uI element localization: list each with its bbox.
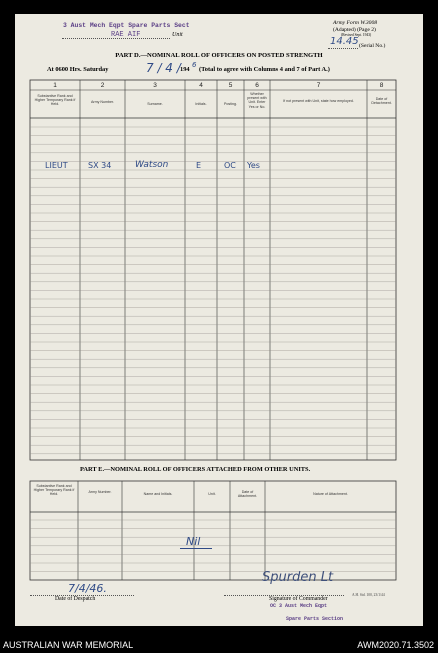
revised-label: (Revised Sept. 1943) <box>341 33 372 37</box>
header-detachment: Date of Detachment. <box>371 97 392 106</box>
part-e-nil: Nil <box>186 535 201 548</box>
despatch-label: Date of Despatch <box>55 596 96 602</box>
report-date: 7 / 4 / <box>146 61 181 75</box>
commander-stamp-line2: Spare Parts Section <box>286 616 344 622</box>
e-header-rank: Substantive Rank and Higher Temporary Rank if Held. <box>33 484 75 497</box>
commander-label: Signature of Commander <box>269 596 328 602</box>
print-code: A.H. Std. 100, 23/1/44 <box>352 593 385 597</box>
army-form-label: Army Form W.3008 <box>333 20 378 26</box>
e-header-army-number: Army Number. <box>88 490 112 494</box>
e-header-unit: Unit. <box>208 492 216 496</box>
commander-stamp-line1: OC 3 Aust Mech Eqpt <box>270 603 328 609</box>
e-header-nature: Nature of Attachment. <box>313 492 348 496</box>
entry-rank: LIEUT <box>45 161 68 170</box>
part-d-at-label: At 0600 Hrs. Saturday <box>47 66 109 73</box>
nil-underline <box>180 548 212 549</box>
e-header-date: Date of Attachment. <box>237 490 258 499</box>
unit-stamp-sub: RAE AIF <box>111 31 141 39</box>
col-number-4: 4 <box>199 82 203 89</box>
caption-right: AWM2020.71.3502 <box>357 640 434 650</box>
part-e-title: PART E.—NOMINAL ROLL OF OFFICERS ATTACHED FROM OTHER UNITS. <box>80 466 311 473</box>
col-number-7: 7 <box>316 82 321 89</box>
entry-posting: OC <box>224 161 236 170</box>
header-initials: Initials. <box>195 102 207 106</box>
col-number-6: 6 <box>255 82 259 89</box>
header-surname: Surname. <box>147 102 163 106</box>
entry-army-number: SX 34 <box>88 161 112 170</box>
e-header-name: Name and Initials. <box>143 492 173 496</box>
col-number-8: 8 <box>379 82 384 89</box>
col-number-1: 1 <box>53 82 57 89</box>
serial-number: 14.45 <box>330 36 359 47</box>
year-handwritten: 6 <box>192 61 197 69</box>
header-not-present: If not present with Unit, state how employed. <box>283 99 354 103</box>
part-d-note: (Total to agree with Columns 4 and 7 of Part A.) <box>199 66 330 73</box>
entry-initials: E <box>196 161 202 170</box>
despatch-date: 7/4/46. <box>68 582 107 595</box>
unit-label: Unit <box>172 32 183 38</box>
header-rank: Substantive Rank and Higher Temporary Rank if Held. <box>34 94 76 107</box>
entry-present: Yes <box>247 161 260 170</box>
unit-stamp: 3 Aust Mech Eqpt Spare Parts Sect <box>63 22 190 29</box>
serial-label: (Serial No.) <box>359 43 386 49</box>
entry-surname: Watson <box>135 160 169 170</box>
header-posting: Posting. <box>224 102 237 106</box>
caption-bar <box>0 640 438 653</box>
commander-signature: Spurden Lt <box>262 570 334 585</box>
col-number-5: 5 <box>228 82 233 89</box>
header-army-number: Army Number. <box>91 100 114 104</box>
part-d-title: PART D.—NOMINAL ROLL OF OFFICERS ON POSTED STRENGTH <box>115 52 323 59</box>
col-number-2: 2 <box>100 82 105 89</box>
col-number-3: 3 <box>153 82 157 89</box>
caption-left: AUSTRALIAN WAR MEMORIAL <box>3 640 134 650</box>
year-printed: 194 <box>180 66 190 73</box>
header-present: Whether present with Unit. Enter Yes or No. <box>247 92 267 109</box>
adapted-label: (Adapted) (Page 2) <box>333 27 376 33</box>
